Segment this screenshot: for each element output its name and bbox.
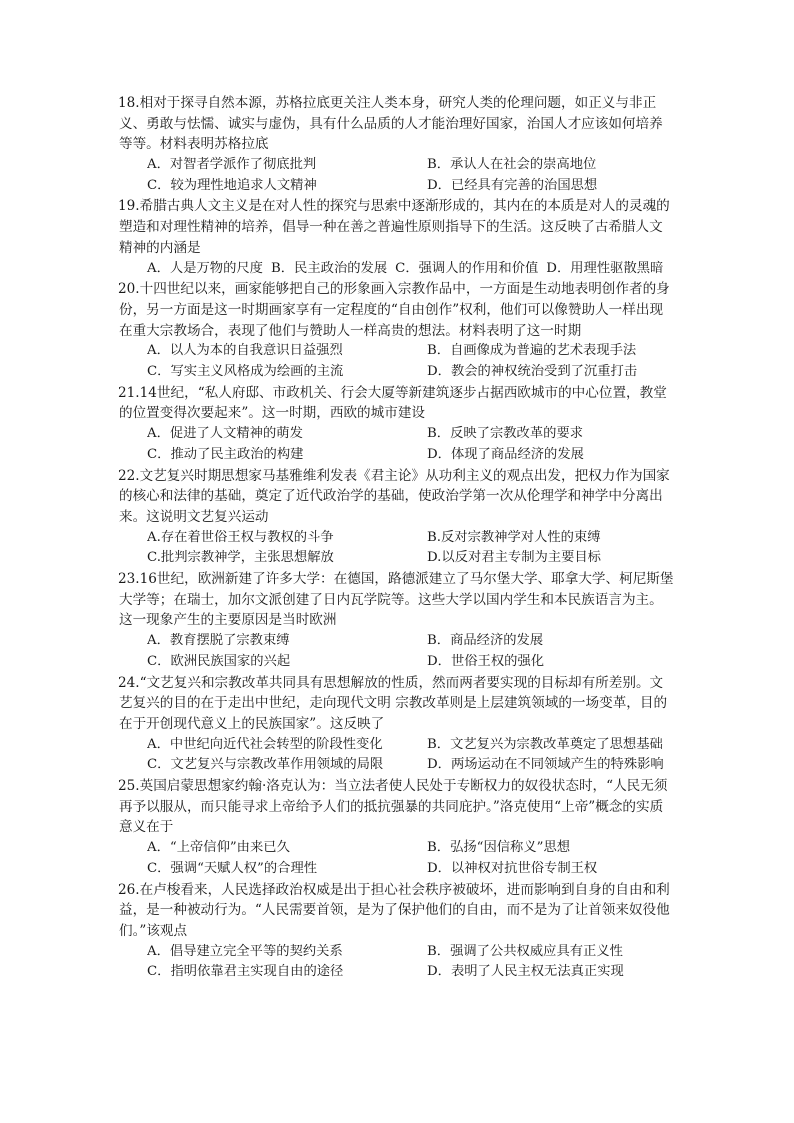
option-a[interactable]: A．促进了人文精神的萌发 bbox=[147, 426, 303, 442]
option-d[interactable]: D．教会的神权统治受到了沉重打击 bbox=[427, 364, 638, 380]
option-d[interactable]: D.以反对君主专制为主要目标 bbox=[427, 550, 601, 566]
question-number: 20. bbox=[118, 281, 140, 298]
question-number: 21. bbox=[118, 384, 140, 401]
question-18 bbox=[0, 93, 794, 196]
option-a[interactable]: A．中世纪向近代社会转型的阶段性变化 bbox=[147, 736, 383, 752]
question-stem bbox=[119, 673, 675, 735]
option-a[interactable]: A．“上帝信仰”由来已久 bbox=[147, 840, 290, 856]
option-c[interactable]: C．强调人的作用和价值 bbox=[395, 260, 539, 276]
question-26 bbox=[0, 880, 794, 983]
question-number: 22. bbox=[118, 467, 140, 484]
question-text: 希腊古典人文主义是在对人性的探究与思索中逐渐形成的，其内在的本质是对人的灵魂的塑造和对理性精神的培养，倡导一种在善之普遍性原则指导下的生活。这反映了古希腊人文精神的内涵是 bbox=[119, 198, 670, 256]
option-a[interactable]: A．倡导建立完全平等的契约关系 bbox=[147, 943, 343, 959]
question-text: 文艺复兴时期思想家马基雅维利发表《君主论》从功利主义的观点出发，把权力作为国家的核心和法律的基础，奠定了近代政治学的基础，使政治学第一次从伦理学和神学中分离出来。这说明文艺复兴运动 bbox=[119, 467, 670, 525]
question-23 bbox=[0, 569, 794, 672]
option-b[interactable]: B.反对宗教神学对人性的束缚 bbox=[427, 529, 601, 545]
option-b[interactable]: B．文艺复兴为宗教改革奠定了思想基础 bbox=[427, 736, 663, 752]
option-d[interactable]: D．两场运动在不同领域产生的特殊影响 bbox=[427, 757, 664, 773]
option-b[interactable]: B．民主政治的发展 bbox=[270, 260, 388, 276]
question-number: 25. bbox=[118, 778, 140, 795]
option-c[interactable]: C．较为理性地追求人文精神 bbox=[147, 177, 317, 193]
option-a[interactable]: A．教育摆脱了宗教束缚 bbox=[147, 633, 290, 649]
question-stem bbox=[119, 776, 675, 838]
question-stem bbox=[119, 93, 675, 155]
option-a[interactable]: A.存在着世俗王权与教权的斗争 bbox=[147, 529, 334, 545]
option-d[interactable]: D．已经具有完善的治国思想 bbox=[427, 177, 598, 193]
question-stem bbox=[119, 466, 675, 528]
option-b[interactable]: B．商品经济的发展 bbox=[427, 633, 544, 649]
question-25 bbox=[0, 776, 794, 879]
option-b[interactable]: B．弘扬“因信称义”思想 bbox=[427, 840, 571, 856]
question-number: 18. bbox=[118, 95, 140, 111]
question-text: 十四世纪以来，画家能够把自己的形象画入宗教作品中，一方面是生动地表明创作者的身份，另一方面是这一时期画家享有一定程度的“自由创作”权利，他们可以像赞助人一样出现在重大宗教场合，表现了他们与赞助人一样高贵的想法。材料表明了这一时期 bbox=[119, 281, 670, 339]
question-text: 在卢梭看来，人民选择政治权威是出于担心社会秩序被破坏，进而影响到自身的自由和利益，是一种被动行为。“人民需要首领，是为了保护他们的自由，而不是为了让首领来奴役他们。”该观点 bbox=[119, 881, 670, 939]
options-inline bbox=[119, 259, 675, 280]
option-c[interactable]: C．强调“天赋人权”的合理性 bbox=[147, 860, 318, 876]
option-c[interactable]: C．指明依靠君主实现自由的途径 bbox=[147, 964, 344, 980]
question-number: 24. bbox=[118, 674, 140, 691]
option-c[interactable]: C．推动了民主政治的构建 bbox=[147, 446, 304, 462]
question-19 bbox=[0, 196, 794, 279]
question-stem bbox=[119, 196, 675, 258]
option-c[interactable]: C．欧洲民族国家的兴起 bbox=[147, 653, 291, 669]
question-text: “文艺复兴和宗教改革共同具有思想解放的性质，然而两者要实现的目标却有所差别。文艺复兴的目的在于走出中世纪，走向现代文明 宗教改革则是上层建筑领域的一场变革，目的在于开创现代意义上的民族国家”。这反映了 bbox=[119, 674, 668, 732]
question-text: 相对于探寻自然本源，苏格拉底更关注人类本身，研究人类的伦理问题，如正义与非正义、勇敢与怯懦、诚实与虚伪，具有什么品质的人才能治理好国家，治国人才应该如何培养等等。材料表明苏格拉底 bbox=[119, 95, 663, 153]
option-b[interactable]: B．反映了宗教改革的要求 bbox=[427, 426, 584, 442]
option-d[interactable]: D．世俗王权的强化 bbox=[427, 653, 545, 669]
option-d[interactable]: D．体现了商品经济的发展 bbox=[427, 446, 584, 462]
question-number: 23. bbox=[118, 571, 140, 588]
option-b[interactable]: B．承认人在社会的崇高地位 bbox=[427, 157, 597, 173]
question-21 bbox=[0, 383, 794, 466]
option-d[interactable]: D．以神权对抗世俗专制王权 bbox=[427, 860, 598, 876]
question-text: 16世纪，欧洲新建了许多大学：在德国，路德派建立了马尔堡大学、耶拿大学、柯尼斯堡大学等；在瑞士，加尔文派创建了日内瓦学院等。这些大学以国内学生和本民族语言为主。这一现象产生的主要原因是当时欧洲 bbox=[119, 571, 674, 629]
option-c[interactable]: C．写实主义风格成为绘画的主流 bbox=[147, 364, 344, 380]
question-stem bbox=[119, 383, 675, 424]
question-20 bbox=[0, 279, 794, 382]
option-c[interactable]: C.批判宗教神学，主张思想解放 bbox=[147, 550, 334, 566]
option-a[interactable]: A．对智者学派作了彻底批判 bbox=[147, 157, 317, 173]
option-d[interactable]: D．用理性驱散黑暗 bbox=[546, 260, 664, 276]
question-text: 14世纪，“私人府邸、市政机关、行会大厦等新建筑逐步占据西欧城市的中心位置，教堂的位置变得次要起来”。这一时期，西欧的城市建设 bbox=[119, 384, 667, 422]
option-a[interactable]: A．以人为本的自我意识日益强烈 bbox=[147, 343, 343, 359]
option-c[interactable]: C．文艺复兴与宗教改革作用领域的局限 bbox=[147, 757, 384, 773]
option-b[interactable]: B．自画像成为普遍的艺术表现手法 bbox=[427, 343, 637, 359]
question-number: 26. bbox=[118, 881, 140, 898]
option-b[interactable]: B．强调了公共权威应具有正义性 bbox=[427, 943, 623, 959]
question-text: 英国启蒙思想家约翰·洛克认为：当立法者使人民处于专断权力的奴役状态时，“人民无须再予以服从，而只能寻求上帝给予人们的抵抗强暴的共同庇护。”洛克使用“上帝”概念的实质意义在于 bbox=[119, 778, 668, 836]
question-number: 19. bbox=[118, 198, 140, 215]
question-stem bbox=[119, 880, 675, 942]
question-24 bbox=[0, 673, 794, 776]
option-a[interactable]: A．人是万物的尺度 bbox=[147, 260, 263, 276]
question-stem bbox=[119, 279, 675, 341]
question-stem bbox=[119, 569, 675, 631]
question-22 bbox=[0, 466, 794, 569]
option-d[interactable]: D．表明了人民主权无法真正实现 bbox=[427, 964, 624, 980]
